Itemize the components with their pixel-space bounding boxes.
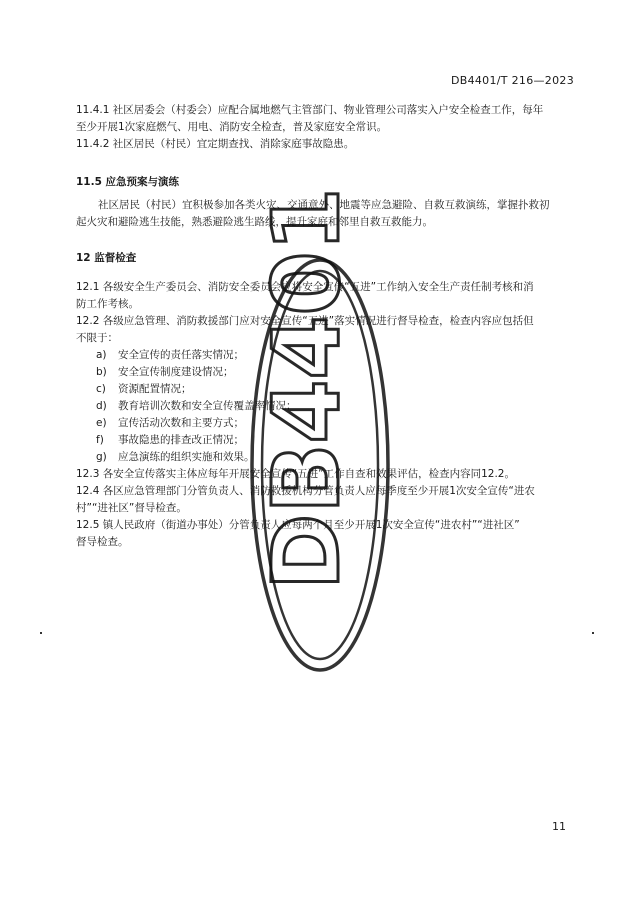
clause-12-1-line2: 防工作考核。 [76,298,139,310]
section-11-5-heading: 11.5 应急预案与演练 [76,176,180,188]
list-item: f) 事故隐患的排查改正情况； [96,434,244,446]
margin-mark [40,632,42,634]
margin-mark [592,632,594,634]
stamp-text: DB4401 [253,187,360,590]
page-number: 11 [552,820,566,833]
clause-11-4-2: 11.4.2 社区居民（村民）宜定期查找、消除家庭事故隐患。 [76,138,355,150]
list-item: d) 教育培训次数和安全宣传覆盖率情况； [96,400,297,412]
list-item: g) 应急演练的组织实施和效果。 [96,451,255,463]
document-number: DB4401/T 216—2023 [450,74,574,87]
clause-12-1-line1: 12.1 各级安全生产委员会、消防安全委员会应将安全宣传“五进”工作纳入安全生产责任制考核和消 [76,281,534,293]
list-item: b) 安全宣传制度建设情况； [96,366,234,378]
section-11-5-para-line2: 起火灾和避险逃生技能，熟悉避险逃生路线，提升家庭和邻里自救互救能力。 [76,216,433,228]
section-12-heading: 12 监督检查 [76,252,137,264]
section-11-5-para-line1: 社区居民（村民）宜积极参加各类火灾、交通意外、地震等应急避险、自救互救演练，掌握扑救初 [98,199,550,211]
list-item: e) 宣传活动次数和主要方式； [96,417,244,429]
list-item: a) 安全宣传的责任落实情况； [96,349,244,361]
clause-12-5-line1: 12.5 镇人民政府（街道办事处）分管负责人应每两个月至少开展1次安全宣传“进农村”“进社区” [76,519,520,531]
clause-11-4-1-line2: 至少开展1次家庭燃气、用电、消防安全检查，普及家庭安全常识。 [76,121,388,133]
clause-11-4-1-line1: 11.4.1 社区居委会（村委会）应配合属地燃气主管部门、物业管理公司落实入户安全检查工作，每年 [76,104,544,116]
clause-12-4-line1: 12.4 各区应急管理部门分管负责人、消防救援机构分管负责人应每季度至少开展1次安全宣传“进农 [76,485,535,497]
list-item: c) 资源配置情况； [96,383,192,395]
clause-12-4-line2: 村”“进社区”督导检查。 [76,502,187,514]
clause-12-2-line1: 12.2 各级应急管理、消防救援部门应对安全宣传“五进”落实情况进行督导检查，检查内容应包括但 [76,315,534,327]
clause-12-5-line2: 督导检查。 [76,536,129,548]
clause-12-3: 12.3 各安全宣传落实主体应每年开展安全宣传“五进”工作自查和效果评估，检查内容同12.2。 [76,468,515,480]
clause-12-2-line2: 不限于： [76,332,118,344]
